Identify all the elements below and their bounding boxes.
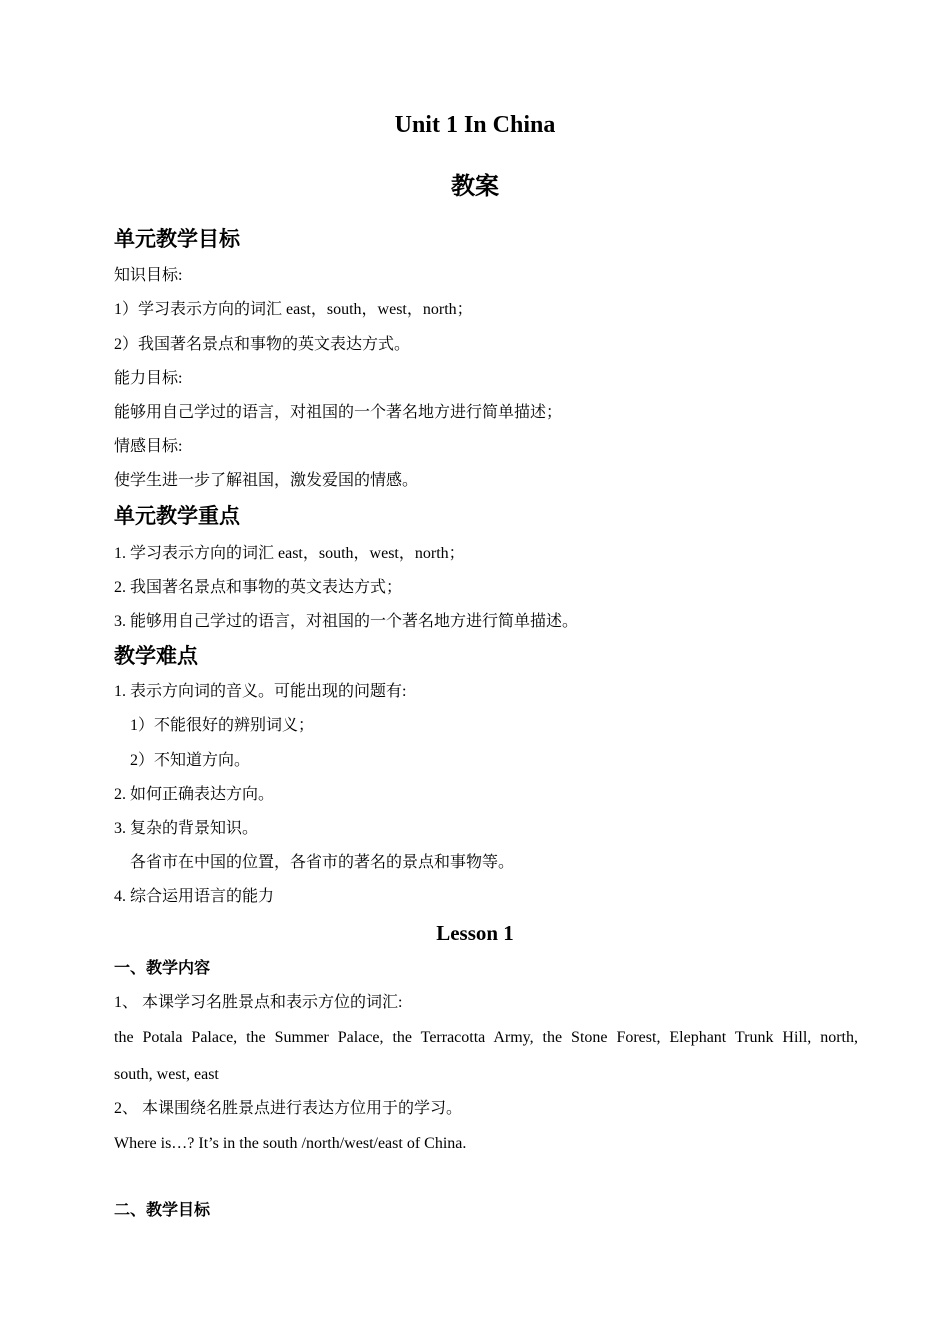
lesson-title: Lesson 1	[436, 921, 514, 945]
difficulty-item-2: 2. 如何正确表达方向。	[114, 786, 275, 803]
difficulty-item-3: 3. 复杂的背景知识。	[114, 820, 259, 837]
difficulty-heading: 教学难点	[114, 644, 198, 668]
lesson-point-1: 1、 本课学习名胜景点和表示方位的词汇:	[114, 994, 403, 1011]
focus-item: 1. 学习表示方向的词汇 east，south，west，north；	[114, 545, 465, 562]
vocab-line-1: the Potala Palace, the Summer Palace, the Terracotta Army, the Stone Forest, Elephant Trunk Hill, north,	[114, 1029, 858, 1046]
emotion-goal-1: 使学生进一步了解祖国，激发爱国的情感。	[114, 472, 419, 489]
lesson-content-heading: 一、教学内容	[114, 960, 211, 977]
difficulty-item-4: 4. 综合运用语言的能力	[114, 888, 275, 905]
unit-focus-heading: 单元教学重点	[114, 504, 240, 528]
ability-goals-label: 能力目标:	[114, 370, 183, 387]
example-sentence: Where is…? It’s in the south /north/west/east of China.	[114, 1135, 467, 1152]
focus-item: 2. 我国著名景点和事物的英文表达方式；	[114, 579, 403, 596]
lesson-goals-heading: 二、教学目标	[114, 1202, 211, 1219]
unit-goals-heading: 单元教学目标	[114, 227, 240, 251]
focus-item: 3. 能够用自己学过的语言，对祖国的一个著名地方进行简单描述。	[114, 613, 579, 630]
difficulty-item-1: 1. 表示方向词的音义。可能出现的问题有:	[114, 683, 407, 700]
knowledge-goal-2: 2）我国著名景点和事物的英文表达方式。	[114, 336, 411, 353]
difficulty-item-3-detail: 各省市在中国的位置，各省市的著名的景点和事物等。	[130, 854, 515, 871]
document-subtitle: 教案	[451, 174, 499, 200]
lesson-point-2: 2、 本课围绕名胜景点进行表达方位用于的学习。	[114, 1100, 463, 1117]
knowledge-goal-1: 1）学习表示方向的词汇 east，south，west，north；	[114, 301, 473, 318]
difficulty-item-1-sub-2: 2）不知道方向。	[130, 752, 251, 769]
vocab-line-2: south, west, east	[114, 1066, 219, 1083]
document-title: Unit 1 In China	[394, 112, 556, 138]
knowledge-goals-label: 知识目标:	[114, 267, 183, 284]
ability-goal-1: 能够用自己学过的语言，对祖国的一个著名地方进行简单描述；	[114, 404, 563, 421]
emotion-goals-label: 情感目标:	[114, 438, 183, 455]
difficulty-item-1-sub-1: 1）不能很好的辨别词义；	[130, 717, 315, 734]
